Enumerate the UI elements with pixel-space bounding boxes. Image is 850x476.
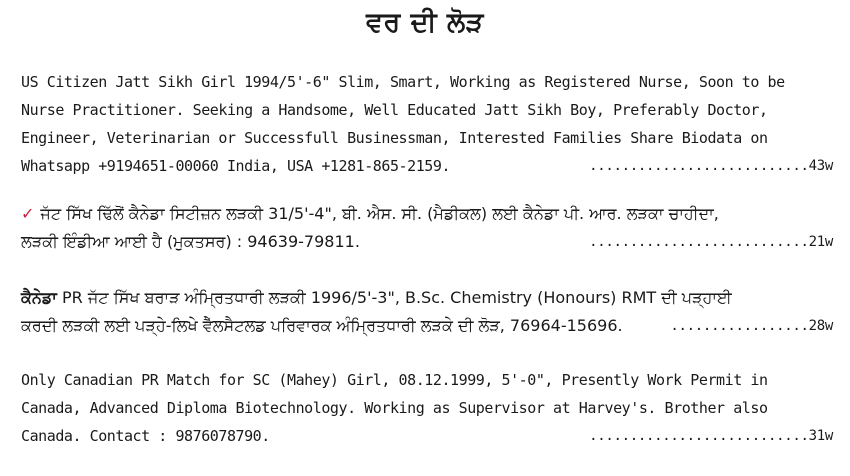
ad-text-line: Whatsapp +9194651-00060 India, USA +1281-865-2159. xyxy=(21,157,451,175)
ad-text-line: ਕਰਦੀ ਲੜਕੀ ਲਈ ਪੜ੍ਹੇ-ਲਿਖੇ ਵੈੱਲਸੈਟਲਡ ਪਰਿਵਾਰਕ ਅੰਮ੍ਰਿਤਧਾਰੀ ਲੜਕੇ ਦੀ ਲੋੜ, 76964-15696. xyxy=(21,316,623,335)
check-mark-icon: ✓ xyxy=(21,204,35,223)
ad-text-line: US Citizen Jatt Sikh Girl 1994/5'-6" Slim, Smart, Working as Registered Nurse, Soon to be xyxy=(21,73,785,91)
ad-text-line: Only Canadian PR Match for SC (Mahey) Girl, 08.12.1999, 5'-0", Presently Work Permit in xyxy=(21,371,768,389)
ad-lead-word: ਕੈਨੇਡਾ xyxy=(21,288,57,307)
ad-text-line: ਜੱਟ ਸਿੱਖ ਢਿੱਲੋਂ ਕੈਨੇਡਾ ਸਿਟੀਜ਼ਨ ਲੜਕੀ 31/5'-4", ਬੀ. ਐਸ. ਸੀ. (ਮੈਡੀਕਲ) ਲਈ ਕੈਨੇਡਾ ਪੀ. ਆਰ. ਲੜਕਾ ਚਾਹੀਦਾ, xyxy=(40,204,719,223)
matrimonial-ad xyxy=(21,284,833,340)
ad-text-line: Engineer, Veterinarian or Successfull Businessman, Interested Families Share Biodata on xyxy=(21,129,768,147)
ad-reference: .................28w xyxy=(670,318,833,334)
matrimonial-ad xyxy=(21,68,833,180)
ad-reference: ...........................43w xyxy=(589,158,833,174)
ad-text-line: Canada, Advanced Diploma Biotechnology. Working as Supervisor at Harvey's. Brother also xyxy=(21,399,768,417)
ad-text-line: ਲੜਕੀ ਇੰਡੀਆ ਆਈ ਹੈ (ਮੁਕਤਸਰ) : 94639-79811. xyxy=(21,232,360,251)
page-title: ਵਰ ਦੀ ਲੋੜ xyxy=(366,7,484,38)
matrimonial-ad xyxy=(21,200,833,256)
matrimonial-ad xyxy=(21,366,833,450)
ad-reference: ...........................21w xyxy=(589,234,833,250)
ad-reference: ...........................31w xyxy=(589,428,833,444)
ad-text-line: Nurse Practitioner. Seeking a Handsome, Well Educated Jatt Sikh Boy, Preferably Doctor, xyxy=(21,101,768,119)
ad-text-line: PR ਜੱਟ ਸਿੱਖ ਬਰਾੜ ਅੰਮ੍ਰਿਤਧਾਰੀ ਲੜਕੀ 1996/5'-3", B.Sc. Chemistry (Honours) RMT ਦੀ ਪੜ੍ਹਾਈ xyxy=(56,288,732,307)
ad-text-line: Canada. Contact : 9876078790. xyxy=(21,427,270,445)
